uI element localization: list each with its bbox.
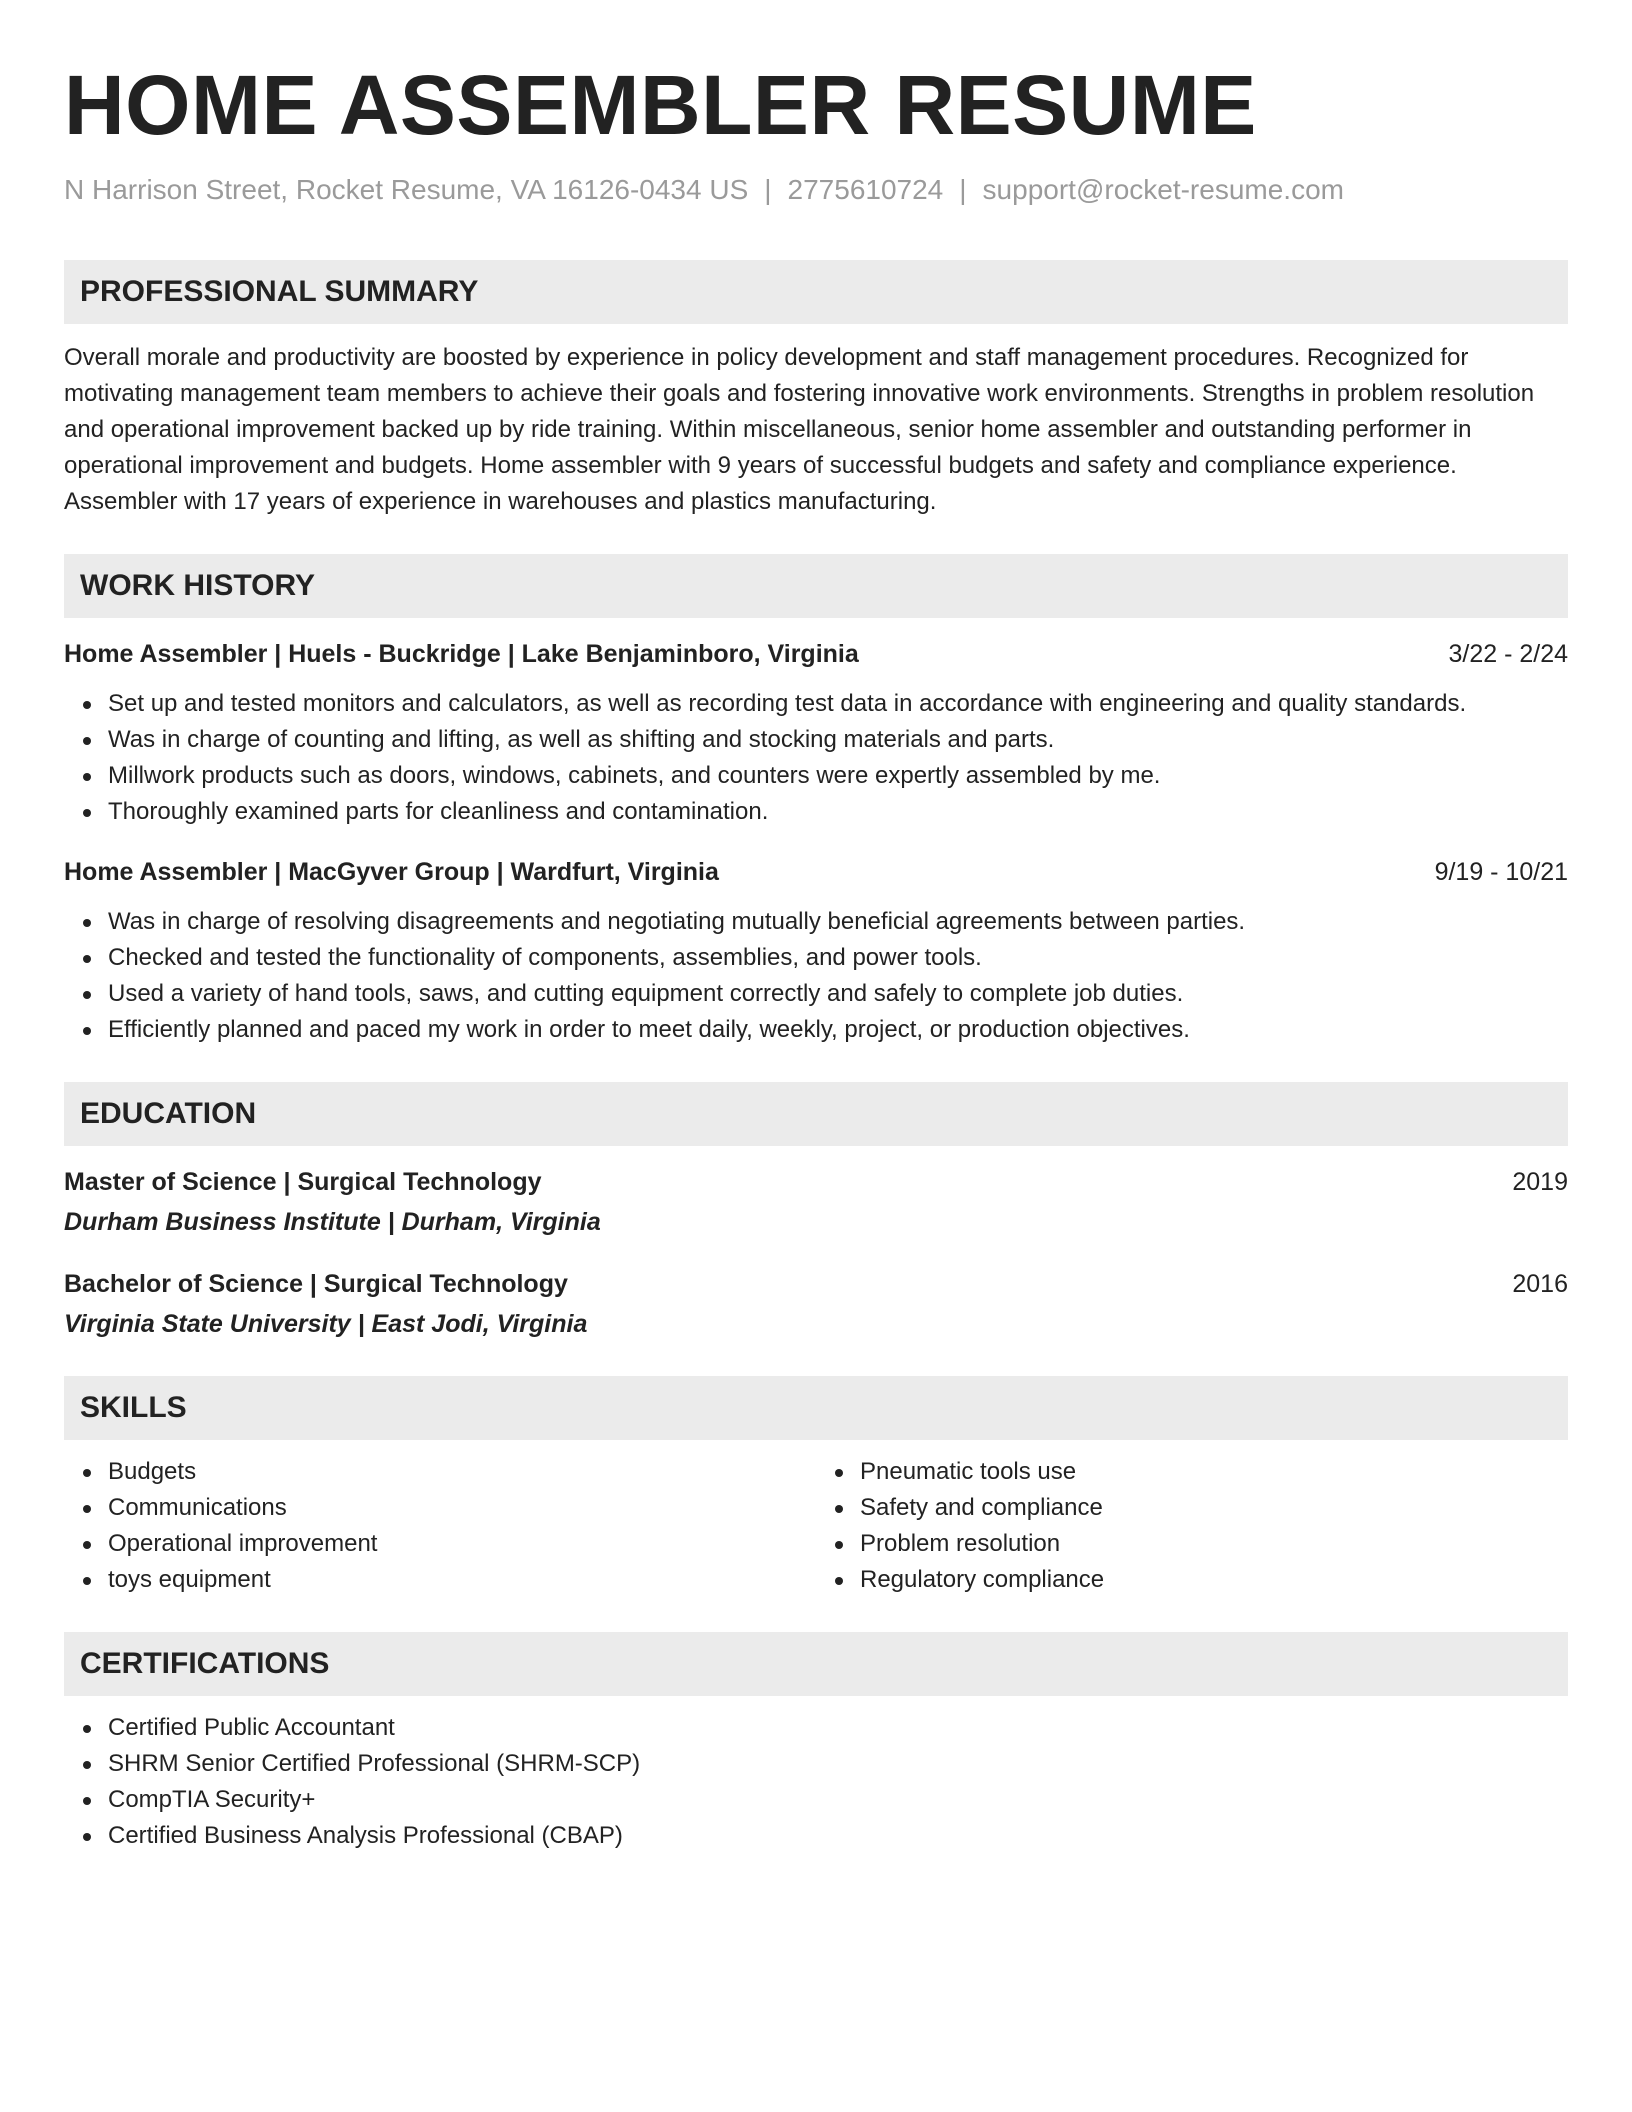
- education-year: 2016: [1512, 1270, 1568, 1298]
- job-dates: 3/22 - 2/24: [1448, 640, 1568, 668]
- skills-column-left: [64, 1454, 816, 1598]
- education-school: Virginia State University | East Jodi, Virginia: [64, 1310, 588, 1338]
- education-header: [64, 1164, 1568, 1200]
- section-header-education: EDUCATION: [64, 1082, 1568, 1146]
- job-duties: [64, 686, 1568, 830]
- section-header-summary: PROFESSIONAL SUMMARY: [64, 260, 1568, 324]
- skill-item: Safety and compliance: [860, 1490, 1568, 1526]
- job-duty: Set up and tested monitors and calculators, as well as recording test data in accordance with engineering and quality standards.: [108, 686, 1568, 722]
- education-school: Durham Business Institute | Durham, Virginia: [64, 1208, 601, 1236]
- summary-text: Overall morale and productivity are boosted by experience in policy development and staff management procedures. Recognized for motivating management team members to achieve their goals and fostering innovative work environments. Strengths in problem resolution and operational improvement backed up by ride training. Within miscellaneous, senior home assembler and outstanding performer in operational improvement and budgets. Home assembler with 9 years of successful budgets and safety and compliance experience. Assembler with 17 years of experience in warehouses and plastics manufacturing.: [64, 344, 1535, 515]
- education-degree: Bachelor of Science | Surgical Technology: [64, 1270, 568, 1298]
- contact-separator: |: [959, 174, 967, 205]
- job-duty: Millwork products such as doors, windows, cabinets, and counters were expertly assembled by me.: [108, 758, 1568, 794]
- contact-line: [64, 170, 1568, 210]
- job-duty: Was in charge of resolving disagreements and negotiating mutually beneficial agreements between parties.: [108, 904, 1568, 940]
- skill-item: Regulatory compliance: [860, 1562, 1568, 1598]
- job-duty: Thoroughly examined parts for cleanliness and contamination.: [108, 794, 1568, 830]
- skill-item: toys equipment: [108, 1562, 816, 1598]
- job-duties: [64, 904, 1568, 1048]
- education-entry: [64, 1266, 1568, 1342]
- skill-item: Problem resolution: [860, 1526, 1568, 1562]
- skills-column-right: [816, 1454, 1568, 1598]
- resume-title: HOME ASSEMBLER RESUME: [64, 58, 1257, 152]
- section-header-certifications: CERTIFICATIONS: [64, 1632, 1568, 1696]
- contact-email: support@rocket-resume.com: [982, 174, 1344, 205]
- section-header-skills: SKILLS: [64, 1376, 1568, 1440]
- skill-item: Pneumatic tools use: [860, 1454, 1568, 1490]
- education-degree: Master of Science | Surgical Technology: [64, 1168, 542, 1196]
- certification-item: Certified Public Accountant: [108, 1710, 1568, 1746]
- section-header-work-history: WORK HISTORY: [64, 554, 1568, 618]
- job-duty: Checked and tested the functionality of components, assemblies, and power tools.: [108, 940, 1568, 976]
- skill-item: Communications: [108, 1490, 816, 1526]
- contact-address: N Harrison Street, Rocket Resume, VA 16126-0434 US: [64, 174, 749, 205]
- certification-item: CompTIA Security+: [108, 1782, 1568, 1818]
- job-duty: Used a variety of hand tools, saws, and cutting equipment correctly and safely to complete job duties.: [108, 976, 1568, 1012]
- job-duty: Was in charge of counting and lifting, as well as shifting and stocking materials and parts.: [108, 722, 1568, 758]
- skill-item: Operational improvement: [108, 1526, 816, 1562]
- education-header: [64, 1266, 1568, 1302]
- job-dates: 9/19 - 10/21: [1434, 858, 1568, 886]
- certification-item: Certified Business Analysis Professional (CBAP): [108, 1818, 1568, 1854]
- job-header: [64, 854, 1568, 890]
- skills-list: [64, 1440, 1568, 1598]
- job-header: [64, 636, 1568, 672]
- certification-item: SHRM Senior Certified Professional (SHRM-SCP): [108, 1746, 1568, 1782]
- skill-item: Budgets: [108, 1454, 816, 1490]
- contact-separator: |: [764, 174, 772, 205]
- job-title: Home Assembler | MacGyver Group | Wardfurt, Virginia: [64, 858, 719, 886]
- job-duty: Efficiently planned and paced my work in order to meet daily, weekly, project, or production objectives.: [108, 1012, 1568, 1048]
- job-entry: [64, 636, 1568, 830]
- job-entry: [64, 854, 1568, 1048]
- job-title: Home Assembler | Huels - Buckridge | Lake Benjaminboro, Virginia: [64, 640, 859, 668]
- contact-phone: 2775610724: [787, 174, 944, 205]
- education-entry: [64, 1164, 1568, 1240]
- certifications-list: [64, 1710, 1568, 1854]
- education-year: 2019: [1512, 1168, 1568, 1196]
